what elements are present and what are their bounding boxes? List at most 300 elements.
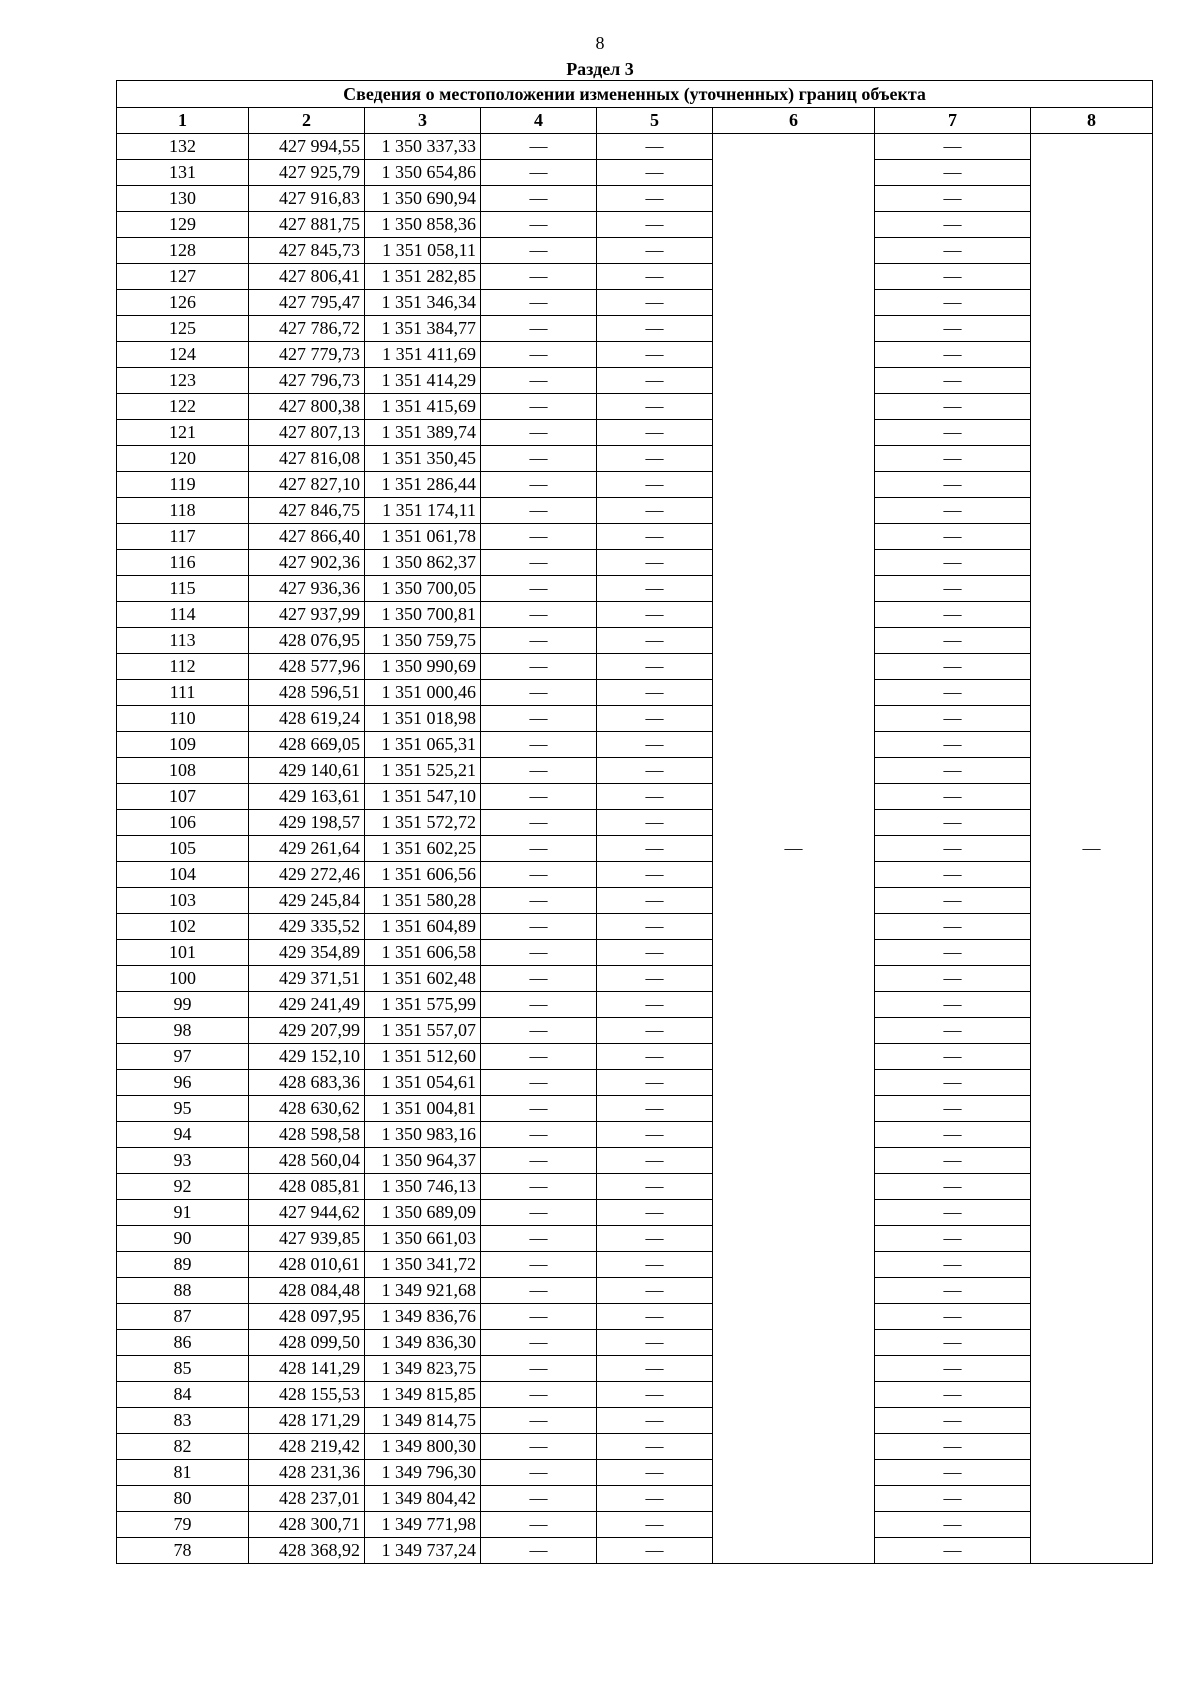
table-row [117, 1356, 1153, 1382]
column-7-dash-cell: — [875, 1434, 1031, 1460]
column-7-dash-cell: — [875, 1408, 1031, 1434]
table-row [117, 160, 1153, 186]
column-5-dash-cell: — [597, 290, 713, 316]
point-number-cell: 92 [117, 1174, 249, 1200]
coordinate-x-cell: 428 630,62 [249, 1096, 365, 1122]
column-5-dash-cell: — [597, 810, 713, 836]
coordinate-x-cell: 428 097,95 [249, 1304, 365, 1330]
table-row [117, 836, 1153, 862]
coordinate-x-cell: 427 936,36 [249, 576, 365, 602]
coordinate-x-cell: 428 231,36 [249, 1460, 365, 1486]
point-number-cell: 111 [117, 680, 249, 706]
column-5-dash-cell: — [597, 1512, 713, 1538]
column-4-dash-cell: — [481, 1122, 597, 1148]
coordinate-x-cell: 427 795,47 [249, 290, 365, 316]
column-5-dash-cell: — [597, 160, 713, 186]
coordinate-x-cell: 428 155,53 [249, 1382, 365, 1408]
point-number-cell: 125 [117, 316, 249, 342]
column-4-dash-cell: — [481, 784, 597, 810]
coordinate-x-cell: 428 683,36 [249, 1070, 365, 1096]
table-row [117, 732, 1153, 758]
table-row [117, 810, 1153, 836]
column-7-dash-cell: — [875, 1200, 1031, 1226]
column-4-dash-cell: — [481, 1382, 597, 1408]
table-row [117, 758, 1153, 784]
column-7-dash-cell: — [875, 186, 1031, 212]
column-4-dash-cell: — [481, 186, 597, 212]
point-number-cell: 105 [117, 836, 249, 862]
coordinate-x-cell: 428 560,04 [249, 1148, 365, 1174]
point-number-cell: 127 [117, 264, 249, 290]
coordinate-y-cell: 1 350 862,37 [365, 550, 481, 576]
point-number-cell: 128 [117, 238, 249, 264]
column-7-dash-cell: — [875, 420, 1031, 446]
coordinate-y-cell: 1 351 018,98 [365, 706, 481, 732]
point-number-cell: 103 [117, 888, 249, 914]
column-7-dash-cell: — [875, 1356, 1031, 1382]
point-number-cell: 110 [117, 706, 249, 732]
table-row [117, 914, 1153, 940]
column-5-dash-cell: — [597, 914, 713, 940]
column-5-dash-cell: — [597, 316, 713, 342]
coordinate-y-cell: 1 351 604,89 [365, 914, 481, 940]
column-header: 4 [481, 108, 597, 134]
column-4-dash-cell: — [481, 1356, 597, 1382]
coordinate-y-cell: 1 350 661,03 [365, 1226, 481, 1252]
column-4-dash-cell: — [481, 992, 597, 1018]
table-row [117, 602, 1153, 628]
coordinate-x-cell: 429 198,57 [249, 810, 365, 836]
coordinate-y-cell: 1 350 700,05 [365, 576, 481, 602]
point-number-cell: 114 [117, 602, 249, 628]
column-4-dash-cell: — [481, 1304, 597, 1330]
column-4-dash-cell: — [481, 680, 597, 706]
point-number-cell: 117 [117, 524, 249, 550]
column-5-dash-cell: — [597, 498, 713, 524]
coordinate-y-cell: 1 349 796,30 [365, 1460, 481, 1486]
column-4-dash-cell: — [481, 654, 597, 680]
column-4-dash-cell: — [481, 550, 597, 576]
coordinate-y-cell: 1 351 415,69 [365, 394, 481, 420]
column-4-dash-cell: — [481, 446, 597, 472]
column-7-dash-cell: — [875, 316, 1031, 342]
column-4-dash-cell: — [481, 1460, 597, 1486]
point-number-cell: 80 [117, 1486, 249, 1512]
column-7-dash-cell: — [875, 966, 1031, 992]
coordinate-x-cell: 427 800,38 [249, 394, 365, 420]
coordinate-y-cell: 1 351 065,31 [365, 732, 481, 758]
column-7-dash-cell: — [875, 290, 1031, 316]
table-row [117, 550, 1153, 576]
column-5-dash-cell: — [597, 1278, 713, 1304]
column-7-dash-cell: — [875, 914, 1031, 940]
coordinate-x-cell: 428 084,48 [249, 1278, 365, 1304]
column-5-dash-cell: — [597, 1408, 713, 1434]
coordinate-y-cell: 1 351 000,46 [365, 680, 481, 706]
column-5-dash-cell: — [597, 1460, 713, 1486]
column-4-dash-cell: — [481, 888, 597, 914]
column-7-dash-cell: — [875, 368, 1031, 394]
table-row [117, 394, 1153, 420]
point-number-cell: 81 [117, 1460, 249, 1486]
point-number-cell: 95 [117, 1096, 249, 1122]
column-5-dash-cell: — [597, 576, 713, 602]
table-body [117, 134, 1153, 1564]
column-4-dash-cell: — [481, 1226, 597, 1252]
coordinate-x-cell: 428 619,24 [249, 706, 365, 732]
column-5-dash-cell: — [597, 1200, 713, 1226]
point-number-cell: 131 [117, 160, 249, 186]
table-row [117, 680, 1153, 706]
coordinate-y-cell: 1 351 282,85 [365, 264, 481, 290]
column-7-dash-cell: — [875, 1252, 1031, 1278]
column-7-dash-cell: — [875, 1278, 1031, 1304]
coordinate-y-cell: 1 349 815,85 [365, 1382, 481, 1408]
coordinate-y-cell: 1 351 580,28 [365, 888, 481, 914]
column-5-dash-cell: — [597, 524, 713, 550]
column-5-dash-cell: — [597, 966, 713, 992]
coordinate-y-cell: 1 350 759,75 [365, 628, 481, 654]
coordinate-y-cell: 1 351 286,44 [365, 472, 481, 498]
point-number-cell: 88 [117, 1278, 249, 1304]
coordinate-y-cell: 1 351 384,77 [365, 316, 481, 342]
point-number-cell: 119 [117, 472, 249, 498]
table-row [117, 1382, 1153, 1408]
column-5-dash-cell: — [597, 1538, 713, 1564]
coordinate-x-cell: 429 140,61 [249, 758, 365, 784]
coordinate-x-cell: 427 866,40 [249, 524, 365, 550]
column-7-dash-cell: — [875, 1538, 1031, 1564]
table-row [117, 368, 1153, 394]
column-5-dash-cell: — [597, 342, 713, 368]
point-number-cell: 98 [117, 1018, 249, 1044]
table-row [117, 1070, 1153, 1096]
coordinate-y-cell: 1 351 606,56 [365, 862, 481, 888]
coordinate-y-cell: 1 351 525,21 [365, 758, 481, 784]
column-7-dash-cell: — [875, 134, 1031, 160]
table-row [117, 628, 1153, 654]
column-4-dash-cell: — [481, 472, 597, 498]
column-4-dash-cell: — [481, 394, 597, 420]
column-5-dash-cell: — [597, 446, 713, 472]
column-7-dash-cell: — [875, 1330, 1031, 1356]
table-row [117, 212, 1153, 238]
column-7-dash-cell: — [875, 628, 1031, 654]
table-row [117, 1096, 1153, 1122]
point-number-cell: 123 [117, 368, 249, 394]
table-row [117, 524, 1153, 550]
column-7-dash-cell: — [875, 732, 1031, 758]
point-number-cell: 101 [117, 940, 249, 966]
column-4-dash-cell: — [481, 316, 597, 342]
column-header: 7 [875, 108, 1031, 134]
coordinate-x-cell: 428 577,96 [249, 654, 365, 680]
coordinate-y-cell: 1 351 346,34 [365, 290, 481, 316]
column-7-dash-cell: — [875, 758, 1031, 784]
coordinate-x-cell: 427 786,72 [249, 316, 365, 342]
column-header: 6 [713, 108, 875, 134]
coordinate-y-cell: 1 350 341,72 [365, 1252, 481, 1278]
point-number-cell: 79 [117, 1512, 249, 1538]
column-7-dash-cell: — [875, 446, 1031, 472]
column-7-dash-cell: — [875, 524, 1031, 550]
table-row [117, 1226, 1153, 1252]
coordinate-y-cell: 1 350 689,09 [365, 1200, 481, 1226]
coordinate-y-cell: 1 351 350,45 [365, 446, 481, 472]
table-row [117, 940, 1153, 966]
table-row [117, 966, 1153, 992]
coordinate-y-cell: 1 349 921,68 [365, 1278, 481, 1304]
coordinate-x-cell: 429 335,52 [249, 914, 365, 940]
coordinate-y-cell: 1 351 572,72 [365, 810, 481, 836]
column-5-dash-cell: — [597, 1226, 713, 1252]
coordinate-x-cell: 429 354,89 [249, 940, 365, 966]
column-5-dash-cell: — [597, 1018, 713, 1044]
point-number-cell: 91 [117, 1200, 249, 1226]
column-7-dash-cell: — [875, 1304, 1031, 1330]
column-7-dash-cell: — [875, 810, 1031, 836]
table-row [117, 1148, 1153, 1174]
column-7-dash-cell: — [875, 784, 1031, 810]
table-row [117, 420, 1153, 446]
point-number-cell: 113 [117, 628, 249, 654]
column-7-dash-cell: — [875, 1070, 1031, 1096]
column-4-dash-cell: — [481, 1330, 597, 1356]
coordinate-x-cell: 428 141,29 [249, 1356, 365, 1382]
point-number-cell: 126 [117, 290, 249, 316]
column-4-dash-cell: — [481, 576, 597, 602]
column-header: 1 [117, 108, 249, 134]
point-number-cell: 86 [117, 1330, 249, 1356]
column-7-dash-cell: — [875, 498, 1031, 524]
coordinate-x-cell: 428 171,29 [249, 1408, 365, 1434]
point-number-cell: 83 [117, 1408, 249, 1434]
column-5-dash-cell: — [597, 836, 713, 862]
point-number-cell: 97 [117, 1044, 249, 1070]
table-row [117, 446, 1153, 472]
column-header: 8 [1031, 108, 1153, 134]
table-row [117, 1434, 1153, 1460]
table-row [117, 1122, 1153, 1148]
coordinate-y-cell: 1 350 964,37 [365, 1148, 481, 1174]
column-5-dash-cell: — [597, 1434, 713, 1460]
column-7-dash-cell: — [875, 342, 1031, 368]
coordinate-y-cell: 1 351 602,48 [365, 966, 481, 992]
coordinate-y-cell: 1 349 814,75 [365, 1408, 481, 1434]
column-5-dash-cell: — [597, 186, 713, 212]
table-row [117, 1304, 1153, 1330]
coordinate-y-cell: 1 350 990,69 [365, 654, 481, 680]
coordinate-y-cell: 1 351 004,81 [365, 1096, 481, 1122]
table-row [117, 706, 1153, 732]
column-4-dash-cell: — [481, 238, 597, 264]
coordinate-x-cell: 427 994,55 [249, 134, 365, 160]
point-number-cell: 108 [117, 758, 249, 784]
coordinate-y-cell: 1 351 174,11 [365, 498, 481, 524]
coordinate-x-cell: 428 085,81 [249, 1174, 365, 1200]
coordinate-x-cell: 429 245,84 [249, 888, 365, 914]
column-7-dash-cell: — [875, 472, 1031, 498]
column-7-dash-cell: — [875, 680, 1031, 706]
coordinate-y-cell: 1 349 836,30 [365, 1330, 481, 1356]
point-number-cell: 100 [117, 966, 249, 992]
column-5-dash-cell: — [597, 212, 713, 238]
coordinate-x-cell: 427 796,73 [249, 368, 365, 394]
column-4-dash-cell: — [481, 966, 597, 992]
coordinate-y-cell: 1 350 858,36 [365, 212, 481, 238]
column-7-dash-cell: — [875, 394, 1031, 420]
column-7-dash-cell: — [875, 1148, 1031, 1174]
column-5-dash-cell: — [597, 1486, 713, 1512]
column-4-dash-cell: — [481, 212, 597, 238]
column-5-dash-cell: — [597, 602, 713, 628]
table-row [117, 784, 1153, 810]
column-5-dash-cell: — [597, 1330, 713, 1356]
coordinate-x-cell: 427 806,41 [249, 264, 365, 290]
column-4-dash-cell: — [481, 1148, 597, 1174]
column-5-dash-cell: — [597, 888, 713, 914]
coordinate-x-cell: 427 916,83 [249, 186, 365, 212]
coordinate-x-cell: 428 596,51 [249, 680, 365, 706]
table-row [117, 1330, 1153, 1356]
coordinate-y-cell: 1 349 823,75 [365, 1356, 481, 1382]
point-number-cell: 82 [117, 1434, 249, 1460]
table-row [117, 1408, 1153, 1434]
column-5-dash-cell: — [597, 264, 713, 290]
table-row [117, 992, 1153, 1018]
point-number-cell: 84 [117, 1382, 249, 1408]
column-header: 2 [249, 108, 365, 134]
column-7-dash-cell: — [875, 888, 1031, 914]
column-4-dash-cell: — [481, 1174, 597, 1200]
coordinate-x-cell: 428 598,58 [249, 1122, 365, 1148]
coordinate-y-cell: 1 349 771,98 [365, 1512, 481, 1538]
column-4-dash-cell: — [481, 134, 597, 160]
table-row [117, 1174, 1153, 1200]
point-number-cell: 99 [117, 992, 249, 1018]
column-4-dash-cell: — [481, 264, 597, 290]
column-5-dash-cell: — [597, 940, 713, 966]
coordinate-x-cell: 427 816,08 [249, 446, 365, 472]
column-5-dash-cell: — [597, 420, 713, 446]
point-number-cell: 78 [117, 1538, 249, 1564]
coordinate-x-cell: 427 902,36 [249, 550, 365, 576]
column-4-dash-cell: — [481, 1408, 597, 1434]
column-5-dash-cell: — [597, 472, 713, 498]
point-number-cell: 118 [117, 498, 249, 524]
column-4-dash-cell: — [481, 1486, 597, 1512]
table-row [117, 498, 1153, 524]
table-row [117, 1512, 1153, 1538]
column-5-dash-cell: — [597, 628, 713, 654]
table-row [117, 862, 1153, 888]
table-row [117, 1460, 1153, 1486]
table-row [117, 1538, 1153, 1564]
point-number-cell: 93 [117, 1148, 249, 1174]
table-row [117, 290, 1153, 316]
column-7-dash-cell: — [875, 602, 1031, 628]
column-4-dash-cell: — [481, 758, 597, 784]
coordinate-y-cell: 1 349 836,76 [365, 1304, 481, 1330]
column-7-dash-cell: — [875, 1460, 1031, 1486]
coordinate-x-cell: 427 937,99 [249, 602, 365, 628]
coordinate-x-cell: 427 779,73 [249, 342, 365, 368]
column-7-dash-cell: — [875, 706, 1031, 732]
column-7-dash-cell: — [875, 160, 1031, 186]
coordinate-y-cell: 1 350 337,33 [365, 134, 481, 160]
column-4-dash-cell: — [481, 498, 597, 524]
column-5-dash-cell: — [597, 1304, 713, 1330]
coordinate-x-cell: 428 099,50 [249, 1330, 365, 1356]
coordinate-y-cell: 1 349 737,24 [365, 1538, 481, 1564]
point-number-cell: 102 [117, 914, 249, 940]
column-5-dash-cell: — [597, 784, 713, 810]
table-row [117, 654, 1153, 680]
point-number-cell: 104 [117, 862, 249, 888]
column-4-dash-cell: — [481, 160, 597, 186]
column-4-dash-cell: — [481, 1096, 597, 1122]
column-7-dash-cell: — [875, 1226, 1031, 1252]
column-header-row [117, 108, 1153, 134]
coordinate-x-cell: 428 669,05 [249, 732, 365, 758]
coordinate-y-cell: 1 351 054,61 [365, 1070, 481, 1096]
column-4-dash-cell: — [481, 420, 597, 446]
coordinate-y-cell: 1 351 575,99 [365, 992, 481, 1018]
coordinate-y-cell: 1 351 061,78 [365, 524, 481, 550]
table-row [117, 1278, 1153, 1304]
column-4-dash-cell: — [481, 1278, 597, 1304]
table-row [117, 264, 1153, 290]
column-5-dash-cell: — [597, 1382, 713, 1408]
coordinate-x-cell: 429 371,51 [249, 966, 365, 992]
column-7-dash-cell: — [875, 1018, 1031, 1044]
column-5-dash-cell: — [597, 368, 713, 394]
coordinate-y-cell: 1 349 804,42 [365, 1486, 481, 1512]
column-5-dash-cell: — [597, 706, 713, 732]
column-4-dash-cell: — [481, 1070, 597, 1096]
column-4-dash-cell: — [481, 706, 597, 732]
coordinate-x-cell: 428 010,61 [249, 1252, 365, 1278]
table-row [117, 186, 1153, 212]
coordinate-x-cell: 427 939,85 [249, 1226, 365, 1252]
column-5-dash-cell: — [597, 1122, 713, 1148]
column-4-dash-cell: — [481, 1538, 597, 1564]
column-8-merged-cell: — [1031, 134, 1153, 1564]
coordinate-y-cell: 1 351 557,07 [365, 1018, 481, 1044]
column-5-dash-cell: — [597, 862, 713, 888]
coordinate-x-cell: 427 845,73 [249, 238, 365, 264]
column-7-dash-cell: — [875, 862, 1031, 888]
coordinate-x-cell: 429 152,10 [249, 1044, 365, 1070]
coordinate-x-cell: 428 076,95 [249, 628, 365, 654]
coordinate-x-cell: 429 261,64 [249, 836, 365, 862]
column-7-dash-cell: — [875, 1382, 1031, 1408]
column-7-dash-cell: — [875, 212, 1031, 238]
coordinate-x-cell: 427 881,75 [249, 212, 365, 238]
coordinate-y-cell: 1 351 414,29 [365, 368, 481, 394]
point-number-cell: 85 [117, 1356, 249, 1382]
point-number-cell: 124 [117, 342, 249, 368]
column-4-dash-cell: — [481, 732, 597, 758]
coordinate-y-cell: 1 351 602,25 [365, 836, 481, 862]
point-number-cell: 115 [117, 576, 249, 602]
column-5-dash-cell: — [597, 394, 713, 420]
coordinate-x-cell: 428 237,01 [249, 1486, 365, 1512]
column-6-merged-cell: — [713, 134, 875, 1564]
column-5-dash-cell: — [597, 134, 713, 160]
column-5-dash-cell: — [597, 654, 713, 680]
point-number-cell: 96 [117, 1070, 249, 1096]
